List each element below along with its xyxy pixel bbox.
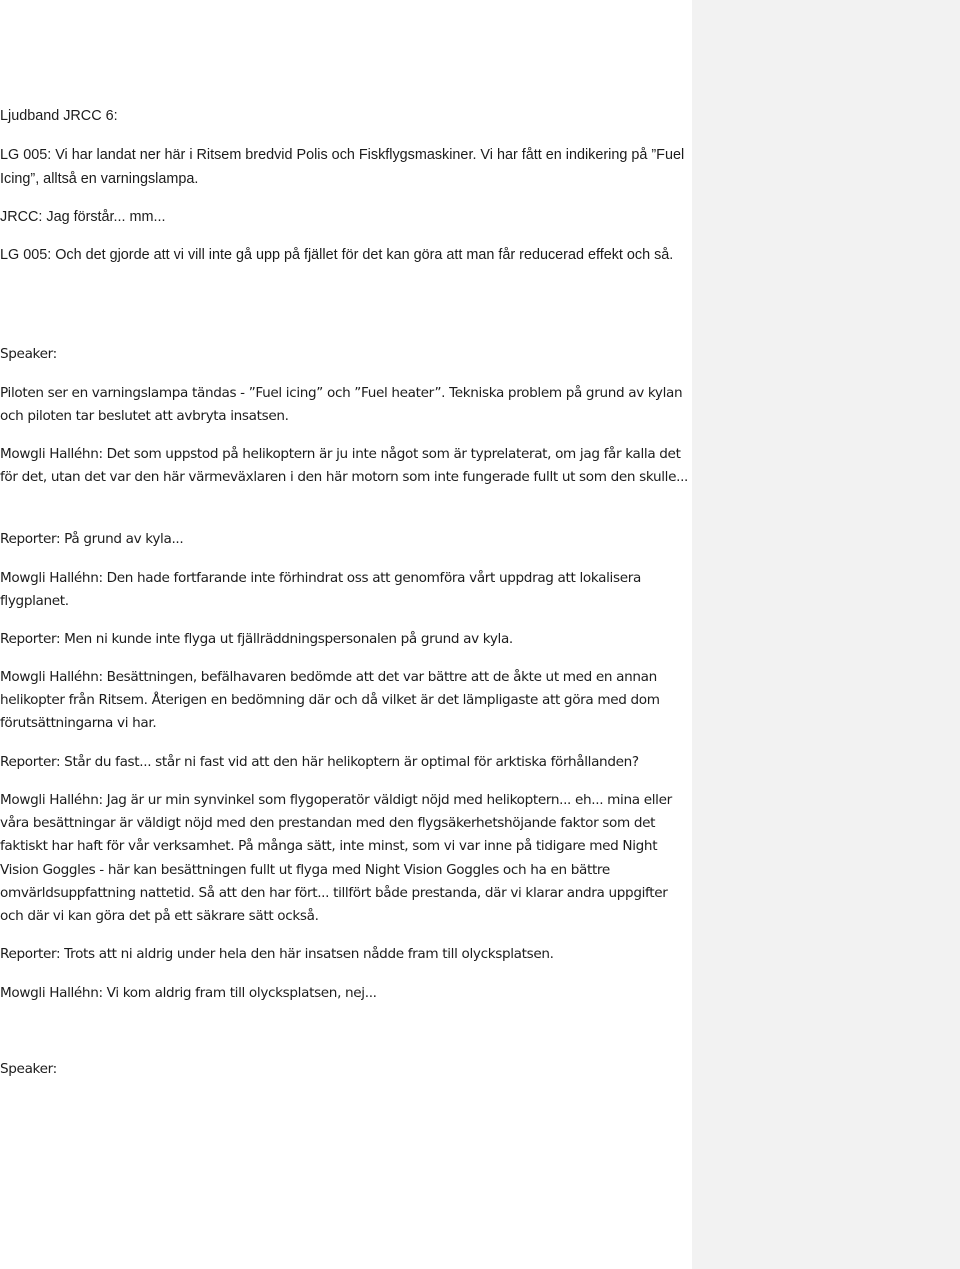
dialogue-halléhn-mission: Mowgli Halléhn: Den hade fortfarande inte förhindrat oss att genomföra vårt uppdrag att lokalisera flygplanet.: [0, 570, 641, 610]
dialogue-halléhn-heat-exchanger: Mowgli Halléhn: Det som uppstod på helikoptern är ju inte något som är typrelaterat, om jag får kalla det för det, utan det var den här värmeväxlaren i den här motorn som inte fungerade fullt ut som den skulle...: [0, 446, 689, 486]
dialogue-reporter-personnel: Reporter: Men ni kunde inte flyga ut fjällräddningspersonalen på grund av kyla.: [0, 631, 513, 647]
dialogue-halléhn-satisfied: Mowgli Halléhn: Jag är ur min synvinkel som flygoperatör väldigt nöjd med helikoptern... eh... mina eller våra besättningar är väldigt nöjd med den prestandan med den flygsäkerhetshöjande faktor som det faktiskt har haft för vår verksamhet. På många sätt, inte minst, som vi var inne på tidigare med Night Vision Goggles - här kan besättningen fullt ut flyga med Night Vision Goggles och ha en bättre omvärldsuppfattning nattetid. Så att den har fört... tillfört både prestanda, där vi klarar andra uppgifter och där vi kan göra det på ett säkrare sätt också.: [0, 792, 672, 925]
dialogue-reporter-cold: Reporter: På grund av kyla...: [0, 531, 184, 547]
narration-warning-lamp: Piloten ser en varningslampa tändas - ”Fuel icing” och ”Fuel heater”. Tekniska problem på grund av kylan och piloten tar beslutet att avbryta insatsen.: [0, 385, 683, 425]
tape-heading: Ljudband JRCC 6:: [0, 108, 118, 124]
dialogue-lg005-fuel-icing: LG 005: Vi har landat ner här i Ritsem bredvid Polis och Fiskflygsmaskiner. Vi har fått en indikering på ”Fuel Icing”, alltså en varningslampa.: [0, 147, 685, 187]
speaker-label-end: Speaker:: [0, 1061, 57, 1077]
dialogue-halléhn-never-reached: Mowgli Halléhn: Vi kom aldrig fram till olycksplatsen, nej...: [0, 985, 377, 1001]
speaker-label: Speaker:: [0, 346, 57, 362]
dialogue-reporter-arctic: Reporter: Står du fast... står ni fast vid att den här helikoptern är optimal för arktiska förhållanden?: [0, 754, 639, 770]
dialogue-halléhn-crew-decision: Mowgli Halléhn: Besättningen, befälhavaren bedömde att det var bättre att de åkte ut med en annan helikopter från Ritsem. Återigen en bedömning där och då vilket är det lämpligaste att göra med dom förutsättningarna vi har.: [0, 669, 660, 732]
comment-margin-pane: [692, 0, 960, 1269]
dialogue-reporter-crash-site: Reporter: Trots att ni aldrig under hela den här insatsen nådde fram till olycksplatsen.: [0, 946, 554, 962]
dialogue-lg005-reduced-effect: LG 005: Och det gjorde att vi vill inte gå upp på fjället för det kan göra att man får reducerad effekt och så.: [0, 247, 674, 263]
dialogue-jrcc: JRCC: Jag förstår... mm...: [0, 209, 166, 225]
